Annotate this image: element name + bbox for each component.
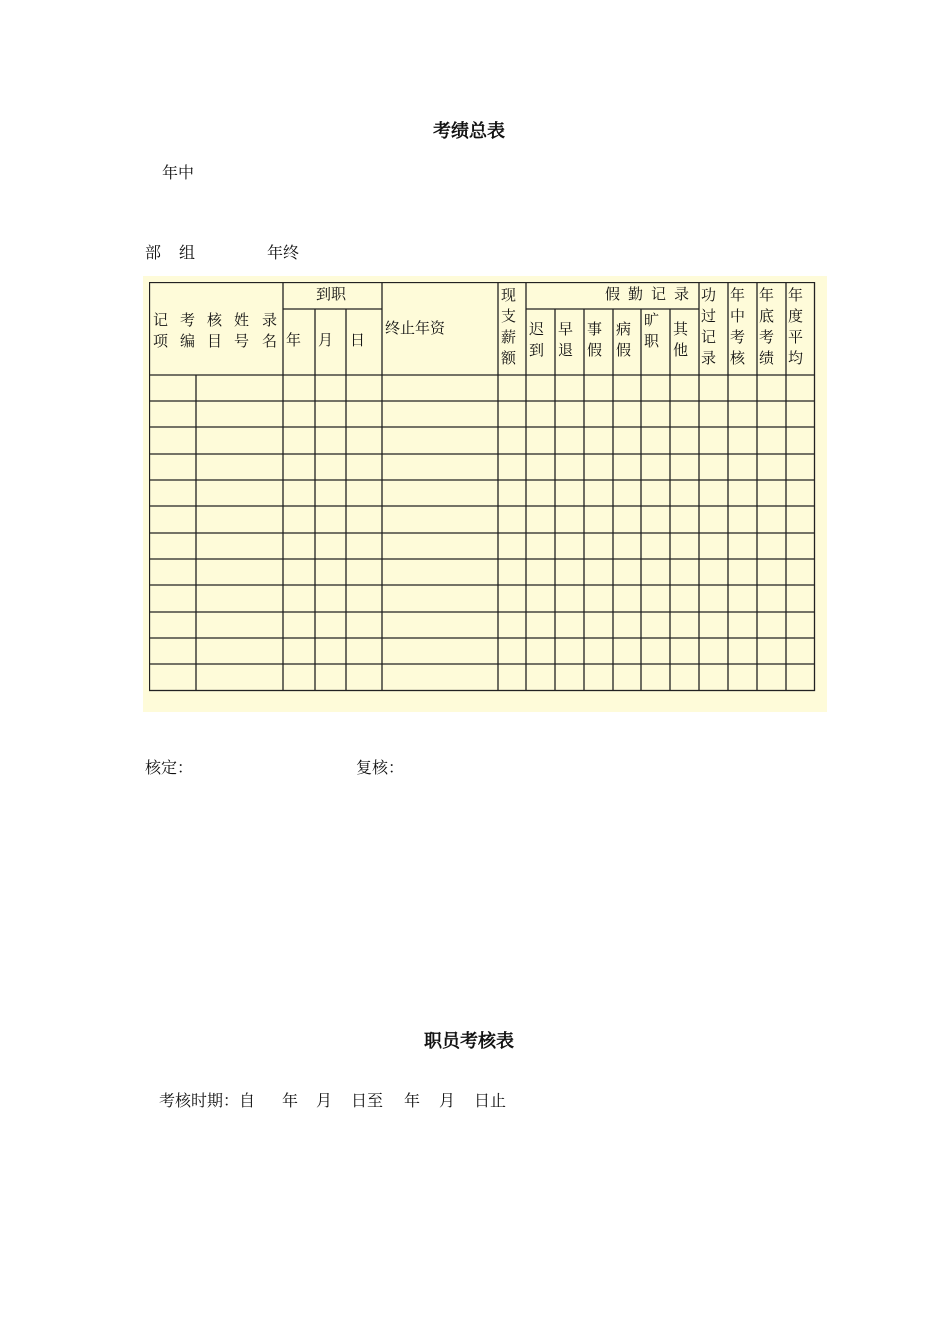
hdr-check-item: 核 目 xyxy=(207,311,223,350)
hdr-end-exam: 年 底 考 绩 xyxy=(759,286,775,367)
review-label: 复核： xyxy=(356,758,405,777)
hdr-sick-leave: 病 假 xyxy=(616,320,632,359)
hdr-record-item: 记 项 xyxy=(153,311,169,350)
hdr-other: 其 他 xyxy=(673,320,689,359)
end-month-label: 月 xyxy=(439,1091,456,1110)
start-year-label: 年 xyxy=(282,1091,299,1110)
hdr-arrival-day: 日 xyxy=(350,331,366,349)
group-label: 组 xyxy=(179,243,196,262)
hdr-merit-record: 功 过 记 录 xyxy=(701,286,717,367)
hdr-exam-no: 考 编 xyxy=(180,311,196,350)
hdr-early: 早 退 xyxy=(558,320,574,359)
hdr-annual-average: 年 度 平 均 xyxy=(788,286,804,367)
hdr-arrival: 到职 xyxy=(316,285,347,303)
hdr-absent: 旷 职 xyxy=(644,311,660,350)
hdr-name-no: 姓 号 xyxy=(234,311,250,350)
period-label: 年中 xyxy=(162,163,195,182)
form1-title: 考绩总表 xyxy=(433,121,505,142)
hdr-salary: 现 支 薪 额 xyxy=(501,286,517,367)
year-end-label: 年终 xyxy=(267,243,300,262)
dept-label: 部 xyxy=(145,243,162,262)
approve-label: 核定： xyxy=(145,758,194,777)
hdr-seniority: 终止年资 xyxy=(385,319,446,337)
hdr-arrival-year: 年 xyxy=(286,331,302,349)
hdr-record-name: 录 名 xyxy=(262,311,278,350)
hdr-personal-leave: 事 假 xyxy=(587,320,603,359)
form2-title: 职员考核表 xyxy=(424,1031,514,1052)
end-day-label: 日止 xyxy=(474,1091,507,1110)
start-month-label: 月 xyxy=(316,1091,333,1110)
start-day-label: 日至 xyxy=(351,1091,384,1110)
score-table-grid xyxy=(149,282,817,694)
hdr-mid-exam: 年 中 考 核 xyxy=(730,286,746,367)
end-year-label: 年 xyxy=(404,1091,421,1110)
hdr-leave-record: 假勤记录 xyxy=(605,285,698,303)
period-range-label: 考核时期：自 xyxy=(159,1091,256,1110)
hdr-arrival-month: 月 xyxy=(318,331,334,349)
hdr-late: 迟 到 xyxy=(529,320,545,359)
